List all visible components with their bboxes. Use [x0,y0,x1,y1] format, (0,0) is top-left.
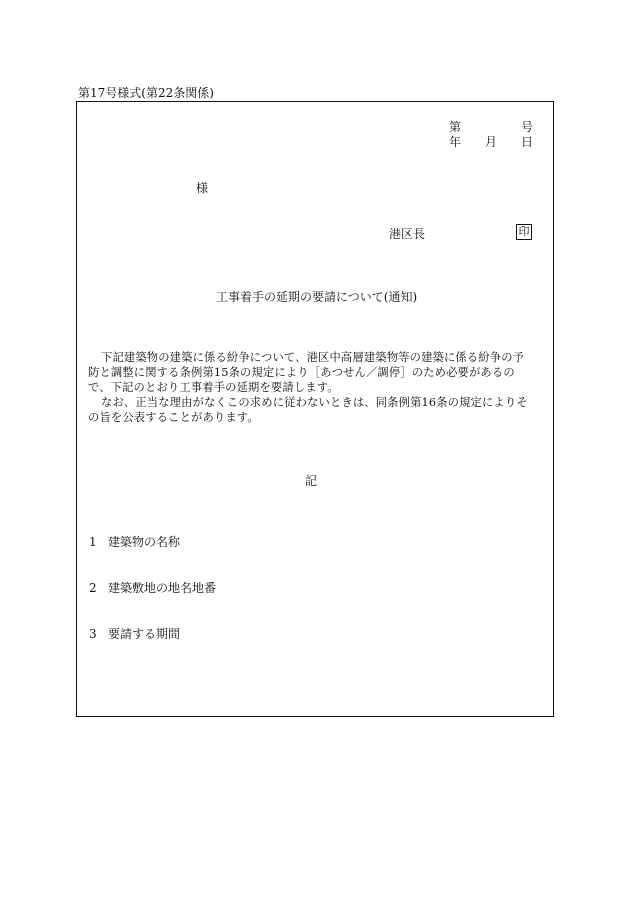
item-number: 1 [89,535,97,549]
form-number-label: 第17号様式(第22条関係) [78,86,214,100]
item-number: 3 [89,627,97,641]
number-prefix: 第 [449,120,462,134]
document-title: 工事着手の延期の要請について(通知) [216,290,418,304]
body-line-4: なお、正当な理由がなくこの求めに従わないときは、同条例第16条の規定によりそ [101,396,528,409]
sender-name: 港区長 [389,227,426,241]
body-line-3: で、下記のとおり工事着手の延期を要請します。 [88,381,339,394]
date-year: 年 [449,135,462,149]
item-label: 建築物の名称 [108,535,181,549]
addressee-honorific: 様 [196,181,209,195]
date-day: 日 [521,135,534,149]
ki-heading: 記 [305,474,318,488]
body-line-2: 防と調整に関する条例第15条の規定により［あつせん／調停］のため必要があるの [88,366,515,379]
item-label: 要請する期間 [108,627,181,641]
item-number: 2 [89,581,97,595]
date-month: 月 [485,135,498,149]
item-label: 建築敷地の地名地番 [108,581,217,595]
body-line-1: 下記建築物の建築に係る紛争について、港区中高層建築物等の建築に係る紛争の予 [101,351,525,364]
number-suffix: 号 [521,120,534,134]
body-line-5: の旨を公表することがあります。 [88,411,259,424]
seal-mark: 印 [516,224,532,240]
